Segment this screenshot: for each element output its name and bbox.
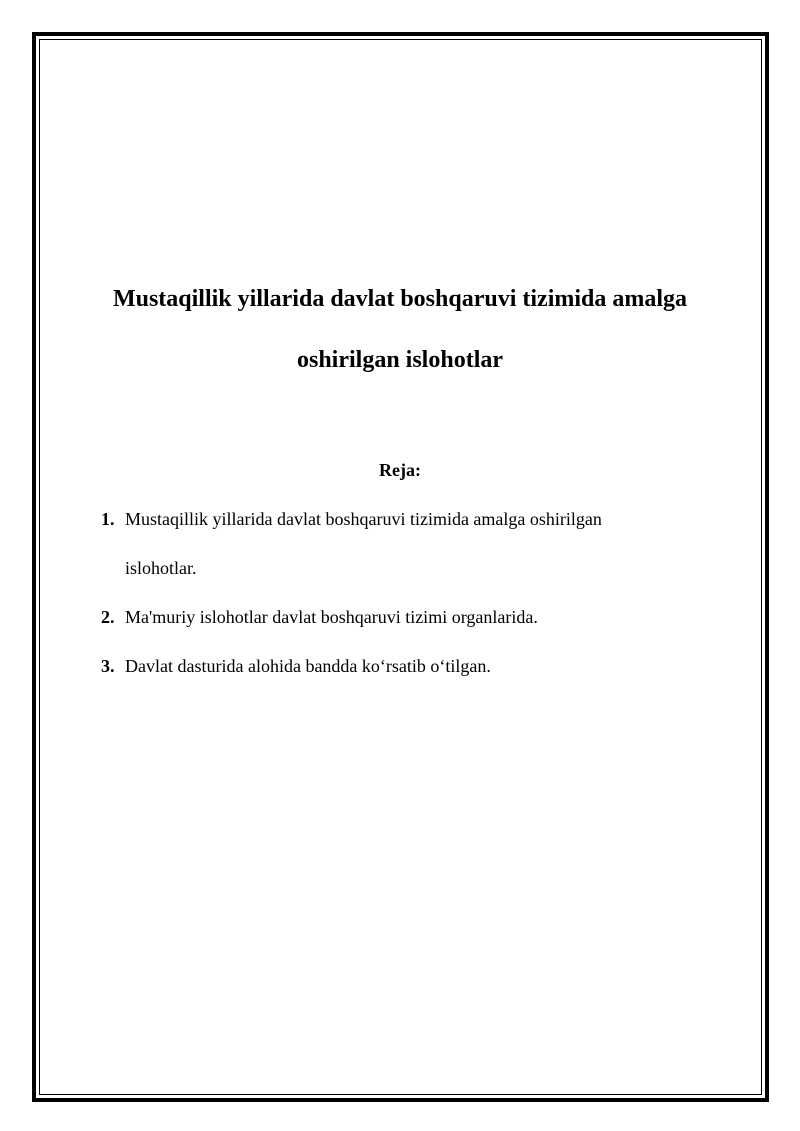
- plan-heading: Reja:: [379, 460, 421, 480]
- plan-item-number: 3.: [101, 656, 115, 676]
- plan-item-text-continuation: islohotlar.: [125, 558, 197, 578]
- plan-item-number: 1.: [101, 509, 115, 529]
- plan-item-text: Davlat dasturida alohida bandda ko‘rsatib o‘tilgan.: [125, 656, 491, 676]
- document-title-line-2: oshirilgan islohotlar: [296, 347, 504, 373]
- plan-item-text: Ma'muriy islohotlar davlat boshqaruvi tizimi organlarida.: [125, 607, 538, 627]
- plan-item-number: 2.: [101, 607, 115, 627]
- document-title-line-1: Mustaqillik yillarida davlat boshqaruvi tizimida amalga: [112, 286, 688, 312]
- plan-item-text: Mustaqillik yillarida davlat boshqaruvi tizimida amalga oshirilgan: [125, 509, 602, 529]
